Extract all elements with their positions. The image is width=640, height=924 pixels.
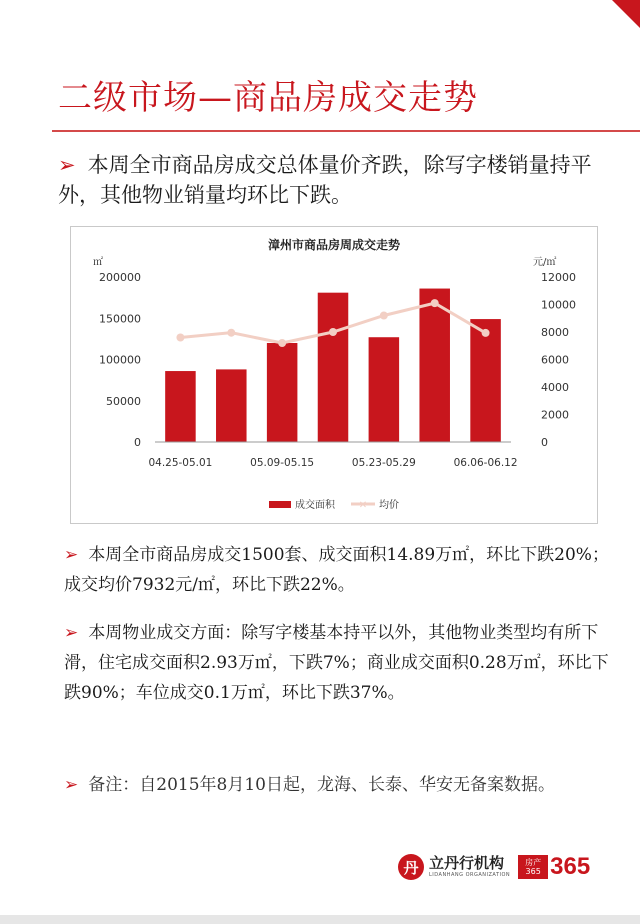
partner-number: 365: [550, 853, 591, 880]
area-bar: [267, 343, 298, 442]
arrow-bullet-icon: ➢: [64, 623, 79, 643]
x-axis-tick-label: 06.06-06.12: [453, 457, 518, 469]
legend-line-marker: ✕: [358, 500, 368, 511]
x-axis-tick-label: 05.23-05.29: [351, 457, 416, 469]
price-point: [380, 312, 388, 320]
arrow-bullet-icon: ➢: [64, 545, 79, 565]
left-axis-tick-label: 200000: [99, 271, 141, 284]
x-axis-tick-label: 05.09-05.15: [250, 457, 315, 469]
summary-bullet: [58, 150, 598, 210]
brand-logo: [398, 850, 590, 884]
right-axis-tick-label: 2000: [541, 408, 569, 422]
paragraph-property-types: [64, 618, 612, 708]
area-bar: [165, 371, 196, 442]
brand-mark-icon: 丹: [398, 854, 424, 880]
arrow-bullet-icon: ➢: [58, 153, 76, 177]
area-bar: [216, 369, 247, 442]
legend-bar-label: 成交面积: [295, 500, 335, 511]
summary-text: 本周全市商品房成交总体量价齐跌，除写字楼销量持平外，其他物业销量均环比下跌。: [58, 153, 592, 207]
partner-badge: 房产365: [518, 855, 548, 879]
right-axis-tick-label: 0: [541, 436, 548, 449]
right-axis-tick-label: 10000: [541, 298, 576, 312]
price-point: [482, 329, 490, 337]
brand-name-en: LIDANHANG ORGANIZATION: [429, 872, 511, 878]
left-unit-label: ㎡: [93, 257, 103, 268]
price-point: [329, 328, 337, 336]
page-title: 二级市场—商品房成交走势: [58, 78, 478, 118]
legend-bar-swatch: [269, 501, 291, 508]
arrow-bullet-icon: ➢: [64, 775, 79, 795]
price-point: [431, 299, 439, 307]
right-unit-label: 元/㎡: [533, 257, 557, 268]
area-bar: [470, 319, 501, 442]
price-point: [227, 329, 235, 337]
left-axis-tick-label: 100000: [99, 353, 141, 367]
left-axis-tick-label: 0: [134, 436, 141, 449]
right-axis-tick-label: 4000: [541, 381, 569, 394]
paragraph-text: 本周全市商品房成交1500套、成交面积14.89万㎡，环比下跌20%；成交均价7932元/㎡，环比下跌22%。: [64, 545, 609, 595]
brand-name-cn: 立丹行机构: [429, 854, 505, 872]
chart-panel: [70, 226, 598, 524]
price-point: [176, 334, 184, 342]
paragraph-text: 备注：自2015年8月10日起，龙海、长泰、华安无备案数据。: [88, 775, 555, 795]
right-axis-tick-label: 12000: [541, 271, 576, 284]
x-axis-tick-label: 04.25-05.01: [148, 457, 213, 469]
paragraph-sales-summary: [64, 540, 612, 600]
chart-legend: [269, 498, 399, 511]
right-axis-tick-label: 6000: [541, 353, 569, 367]
right-axis-tick-label: 8000: [541, 326, 569, 339]
legend-line-label: 均价: [379, 500, 399, 511]
left-axis-tick-label: 150000: [99, 312, 141, 326]
chart-title: 漳州市商品房周成交走势: [267, 238, 401, 252]
paragraph-text: 本周物业成交方面：除写字楼基本持平以外，其他物业类型均有所下滑，住宅成交面积2.93万㎡，下跌7%；商业成交面积0.28万㎡，环比下跌90%；车位成交0.1万㎡，环比下跌37%。: [64, 623, 609, 703]
area-bar: [318, 293, 349, 442]
area-bar: [419, 289, 450, 442]
corner-accent: [612, 0, 640, 28]
title-divider: [52, 130, 640, 132]
bottom-band: [0, 915, 640, 924]
weekly-transaction-chart: [71, 227, 597, 523]
price-point: [278, 339, 286, 347]
area-bar: [369, 337, 400, 442]
paragraph-note: [64, 770, 612, 800]
left-axis-tick-label: 50000: [106, 394, 141, 408]
